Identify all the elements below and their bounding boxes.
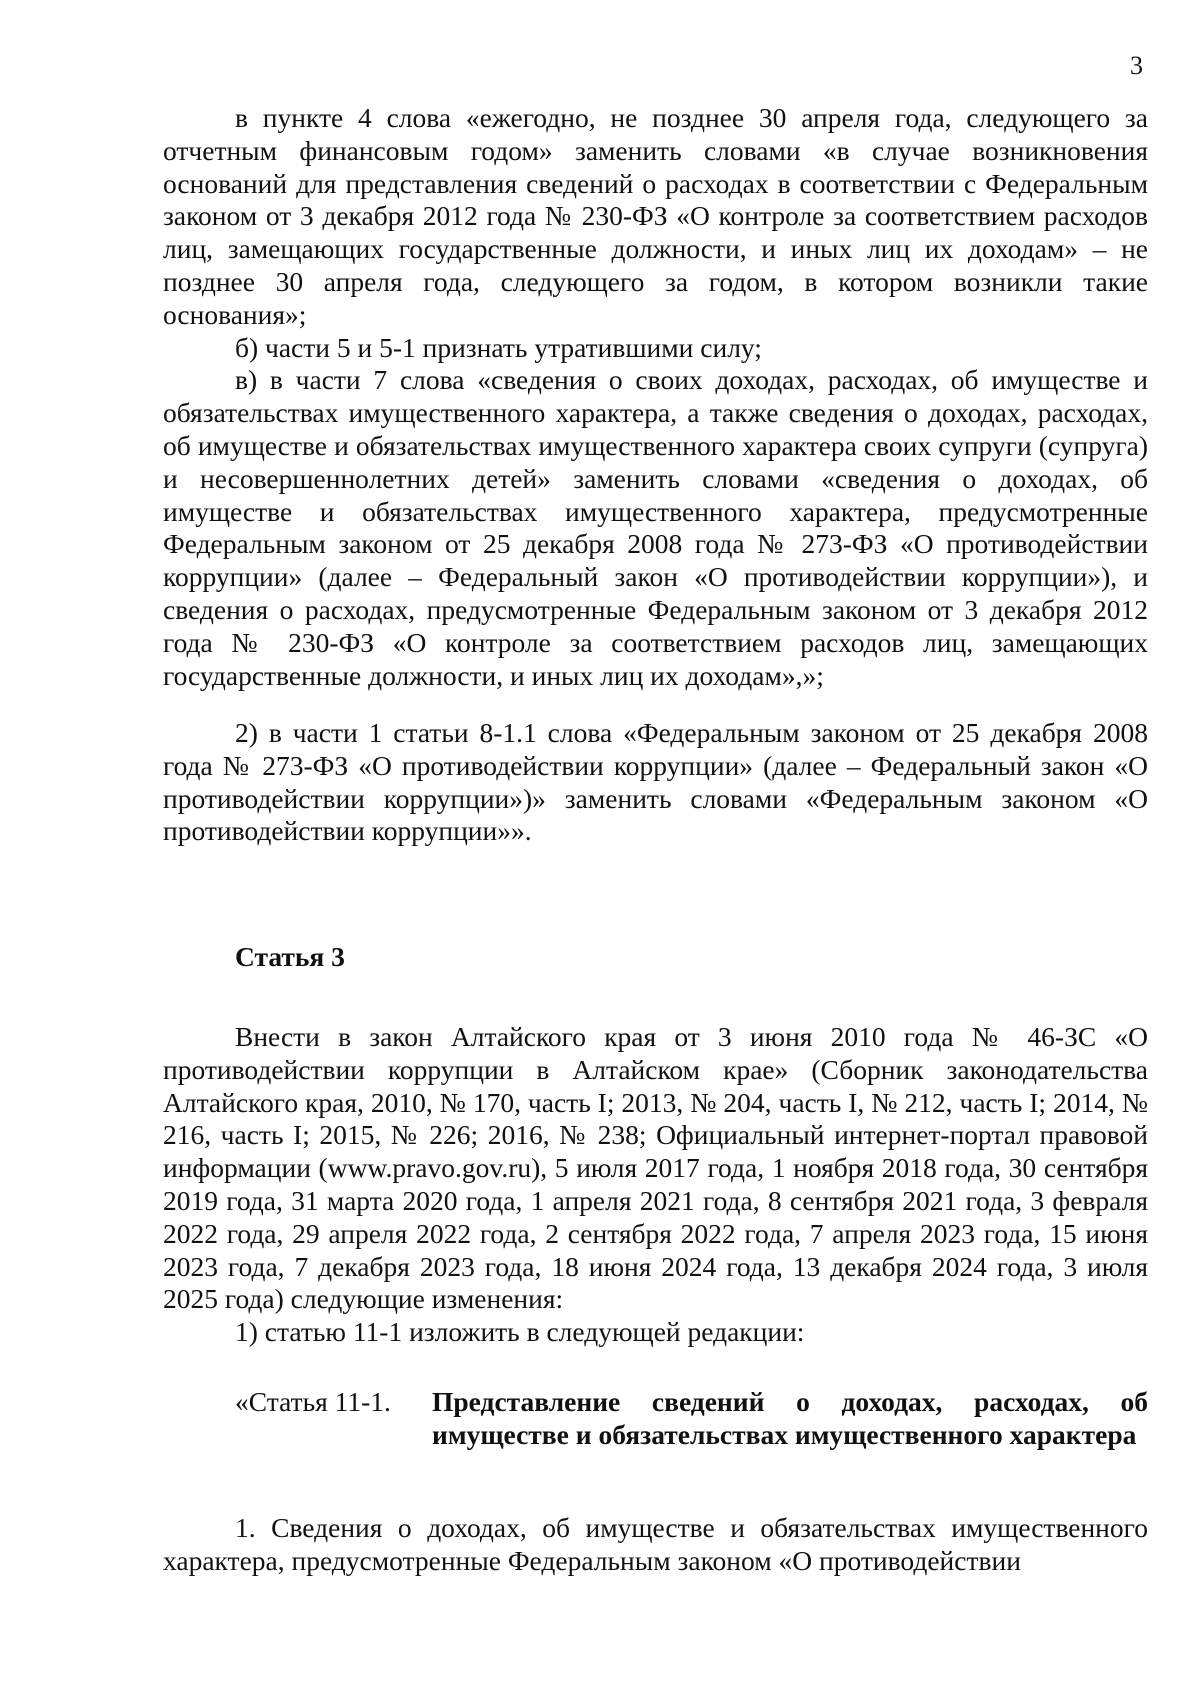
paragraph-item-b: б) части 5 и 5-1 признать утратившими силу; [235, 331, 762, 363]
article-3-body [163, 1021, 1148, 1349]
article-11-1-label: «Статья 11-1. [235, 1386, 391, 1417]
paragraph-item-2: 2) в части 1 статьи 8-1.1 слова «Федеральным законом от 25 декабря 2008 года № 273-ФЗ «О противодействии коррупции» (далее – Федеральный закон «О противодействии коррупции»)» заменить словами «Федеральным законом «О противодействии коррупции»». [163, 717, 1148, 847]
amendments-block [163, 102, 1148, 692]
page-number: 3 [1130, 51, 1143, 80]
article-11-1-paragraph-1: 1. Сведения о доходах, об имуществе и обязательствах имущественного характера, предусмотренные Федеральным законом «О противодействии [163, 1512, 1148, 1576]
article-11-1-body [163, 1512, 1148, 1578]
article-11-1-title: Представление сведений о доходах, расходах, об имуществе и обязательствах имущественного характера [432, 1386, 1148, 1450]
article-3-item-1: 1) статью 11-1 изложить в следующей редакции: [235, 1316, 805, 1348]
amendment-2-block [163, 717, 1148, 848]
article-3-intro-paragraph: Внести в закон Алтайского края от 3 июня 2010 года № 46-ЗС «О противодействии коррупции в Алтайском крае» (Сборник законодательства Алтайского края, 2010, № 170, часть I; 2013, № 204, часть I, № 212, часть I; 2014, № 216, часть I; 2015, № 226; 2016, № 238; Официальный интернет-портал правовой информации (www.pravo.gov.ru), 5 июля 2017 года, 1 ноября 2018 года, 30 сентября 2019 года, 31 марта 2020 года, 1 апреля 2021 года, 8 сентября 2021 года, 3 февраля 2022 года, 29 апреля 2022 года, 2 сентября 2022 года, 7 апреля 2023 года, 15 июня 2023 года, 7 декабря 2023 года, 18 июня 2024 года, 13 декабря 2024 года, 3 июля 2025 года) следующие изменения: [163, 1021, 1148, 1315]
article-3-heading: Статья 3 [235, 941, 345, 972]
paragraph-item-4: в пункте 4 слова «ежегодно, не позднее 30 апреля года, следующего за отчетным финансовым годом» заменить словами «в случае возникновения оснований для представления сведений о расходах в соответствии с Федеральным законом от 3 декабря 2012 года № 230-ФЗ «О контроле за соответствием расходов лиц, замещающих государственные должности, и иных лиц их доходам» – не позднее 30 апреля года, следующего за годом, в котором возникли такие основания»; [163, 102, 1148, 330]
article-11-1-title-row [235, 1385, 1148, 1451]
paragraph-item-v: в) в части 7 слова «сведения о своих доходах, расходах, об имуществе и обязательствах имущественного характера, а также сведения о доходах, расходах, об имуществе и обязательствах имущественного характера своих супруги (супруга) и несовершеннолетних детей» заменить словами «сведения о доходах, об имуществе и обязательствах имущественного характера, предусмотренные Федеральным законом от 25 декабря 2008 года № 273-ФЗ «О противодействии коррупции» (далее – Федеральный закон «О противодействии коррупции»), и сведения о расходах, предусмотренные Федеральным законом от 3 декабря 2012 года № 230-ФЗ «О контроле за соответствием расходов лиц, замещающих государственные должности, и иных лиц их доходам»,»; [163, 364, 1148, 691]
